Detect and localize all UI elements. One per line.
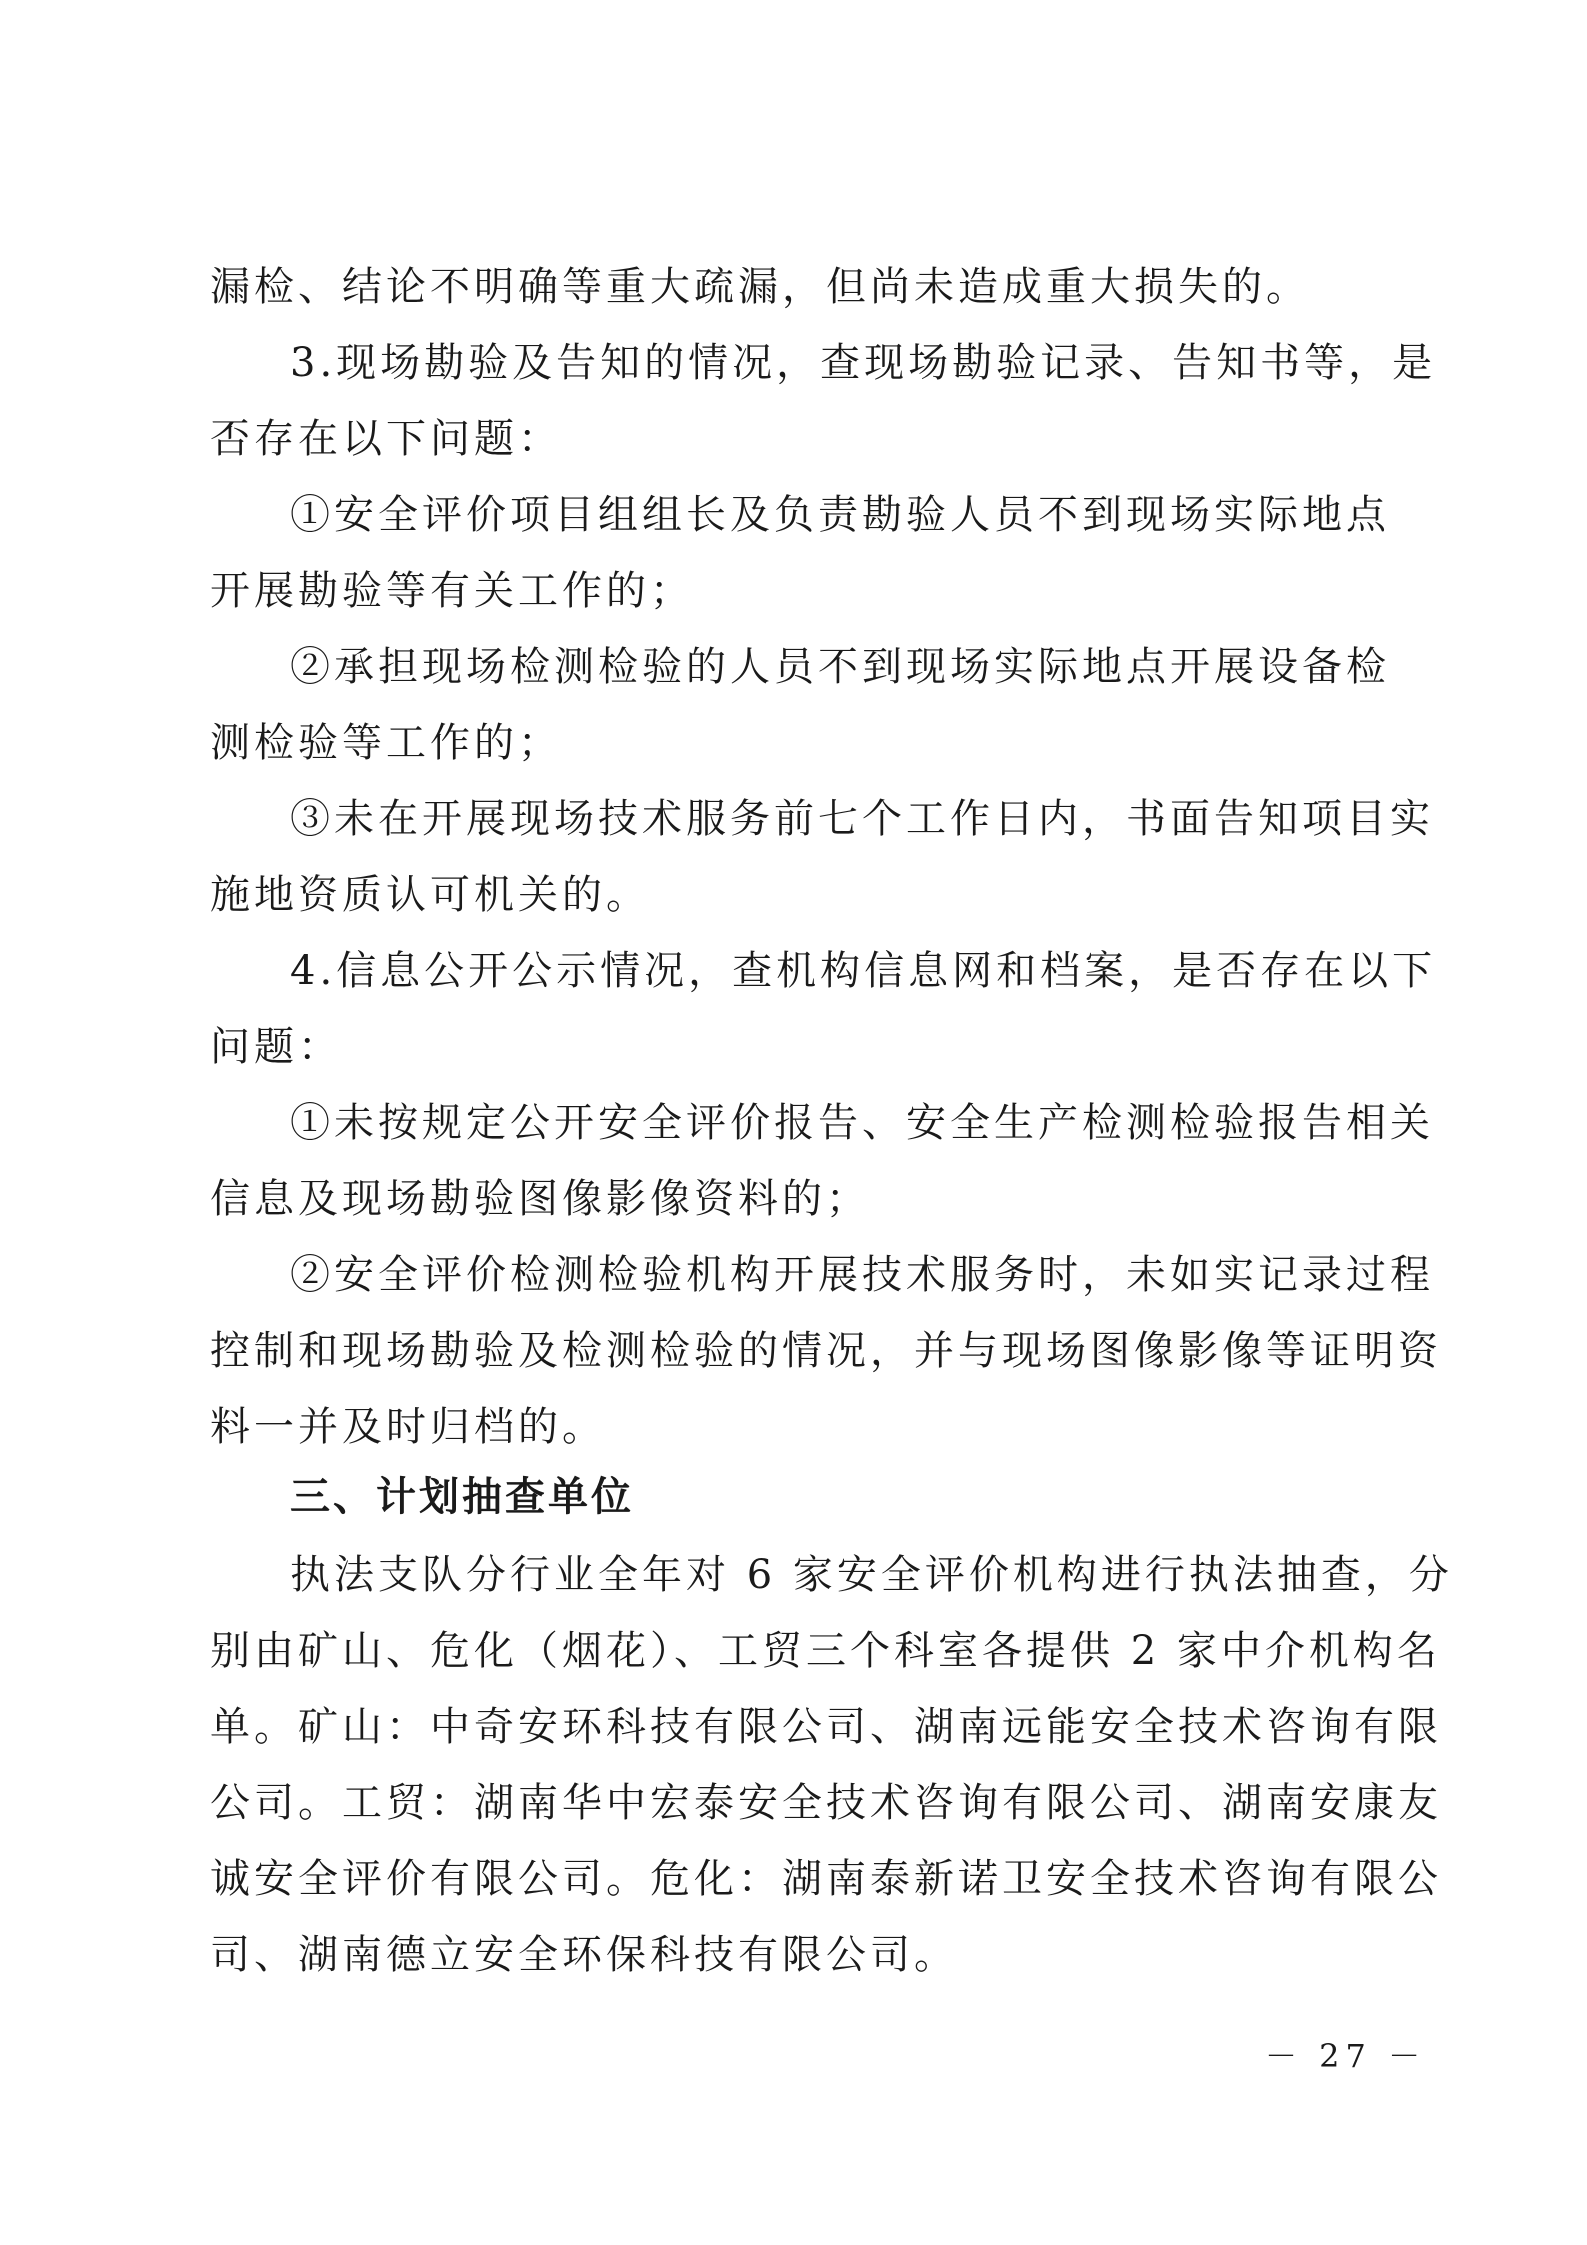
paragraph-line: ①安全评价项目组组长及负责勘验人员不到现场实际地点	[290, 492, 1390, 538]
section-heading: 三、计划抽查单位	[290, 1474, 634, 1520]
paragraph-line: ②承担现场检测检验的人员不到现场实际地点开展设备检	[290, 644, 1390, 690]
paragraph-line: 司、湖南德立安全环保科技有限公司。	[210, 1932, 958, 1978]
paragraph-line: 料一并及时归档的。	[210, 1404, 606, 1450]
paragraph-line: 信息及现场勘验图像影像资料的；	[210, 1176, 870, 1222]
paragraph-line: 测检验等工作的；	[210, 720, 562, 766]
paragraph-line: 单。矿山：中奇安环科技有限公司、湖南远能安全技术咨询有限	[210, 1704, 1442, 1750]
paragraph-line: 公司。工贸：湖南华中宏泰安全技术咨询有限公司、湖南安康友	[210, 1780, 1442, 1826]
paragraph-line: 执法支队分行业全年对 6 家安全评价机构进行执法抽查，分	[290, 1552, 1453, 1598]
paragraph-line: 开展勘验等有关工作的；	[210, 568, 694, 614]
paragraph-line: 诚安全评价有限公司。危化：湖南泰新诺卫安全技术咨询有限公	[210, 1856, 1442, 1902]
paragraph-line: ①未按规定公开安全评价报告、安全生产检测检验报告相关	[290, 1100, 1434, 1146]
paragraph-line: 4.信息公开公示情况，查机构信息网和档案，是否存在以下	[290, 948, 1437, 994]
page-number: － 27 －	[1265, 2037, 1427, 2075]
paragraph-line: 控制和现场勘验及检测检验的情况，并与现场图像影像等证明资	[210, 1328, 1442, 1374]
paragraph-line: 问题：	[210, 1024, 342, 1070]
paragraph-line: 否存在以下问题：	[210, 416, 562, 462]
paragraph-line: ②安全评价检测检验机构开展技术服务时，未如实记录过程	[290, 1252, 1434, 1298]
paragraph-line: 漏检、结论不明确等重大疏漏，但尚未造成重大损失的。	[210, 264, 1310, 310]
paragraph-line: 别由矿山、危化（烟花）、工贸三个科室各提供 2 家中介机构名	[210, 1628, 1441, 1674]
paragraph-line: 3.现场勘验及告知的情况，查现场勘验记录、告知书等，是	[290, 340, 1437, 386]
paragraph-line: 施地资质认可机关的。	[210, 872, 650, 918]
paragraph-line: ③未在开展现场技术服务前七个工作日内，书面告知项目实	[290, 796, 1434, 842]
